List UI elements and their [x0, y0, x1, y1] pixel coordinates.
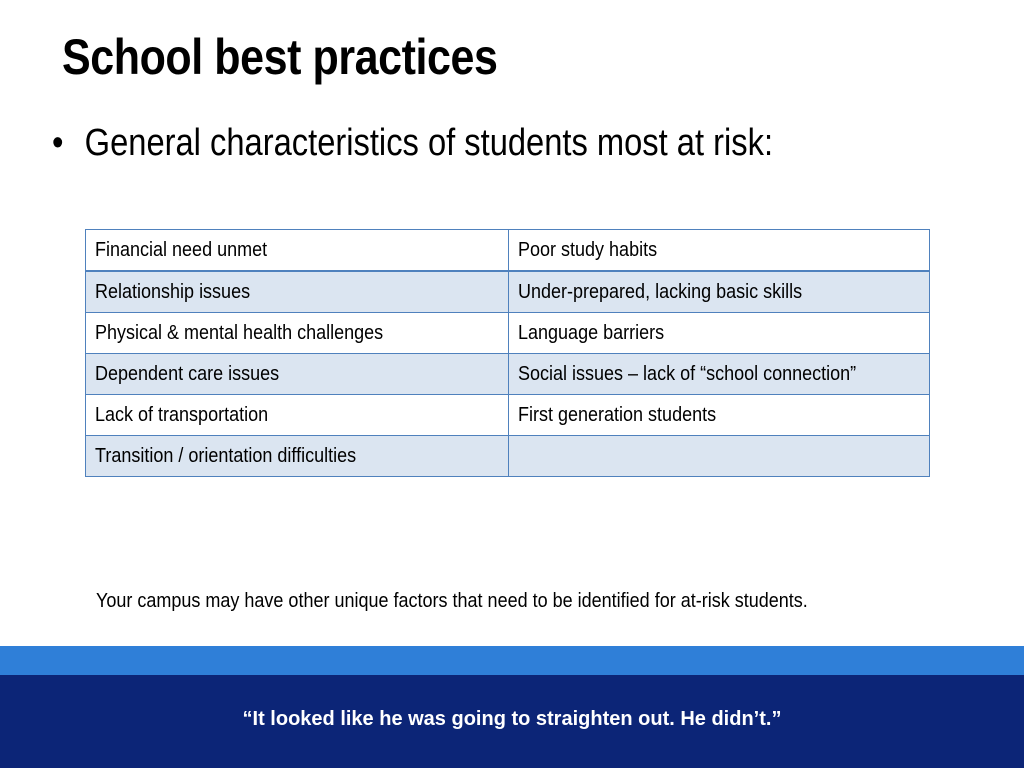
- table-cell: Social issues – lack of “school connection”: [509, 354, 930, 395]
- table-cell: Poor study habits: [509, 230, 930, 272]
- table-cell: Language barriers: [509, 313, 930, 354]
- table-row: [86, 271, 930, 313]
- bullet-item: [52, 122, 773, 165]
- table-cell: Physical & mental health challenges: [86, 313, 509, 354]
- table-cell: Dependent care issues: [86, 354, 509, 395]
- table-row: [86, 313, 930, 354]
- table-cell: Financial need unmet: [86, 230, 509, 272]
- table-cell: Under-prepared, lacking basic skills: [509, 271, 930, 313]
- table-cell: [509, 436, 930, 477]
- slide-title: School best practices: [62, 29, 498, 85]
- table-row: [86, 395, 930, 436]
- table-cell: Relationship issues: [86, 271, 509, 313]
- footer-accent-band: [0, 646, 1024, 675]
- table-row: [86, 354, 930, 395]
- table-cell: First generation students: [509, 395, 930, 436]
- table-cell: Transition / orientation difficulties: [86, 436, 509, 477]
- table-cell: Lack of transportation: [86, 395, 509, 436]
- bullet-icon: •: [52, 122, 64, 164]
- bullet-text: General characteristics of students most at risk:: [84, 122, 774, 164]
- risk-factors-table: [85, 229, 930, 477]
- footer-quote: “It looked like he was going to straighten out. He didn’t.”: [242, 708, 782, 730]
- table-row: [86, 436, 930, 477]
- footnote-text: Your campus may have other unique factors that need to be identified for at-risk students.: [96, 590, 808, 612]
- table-row: [86, 230, 930, 272]
